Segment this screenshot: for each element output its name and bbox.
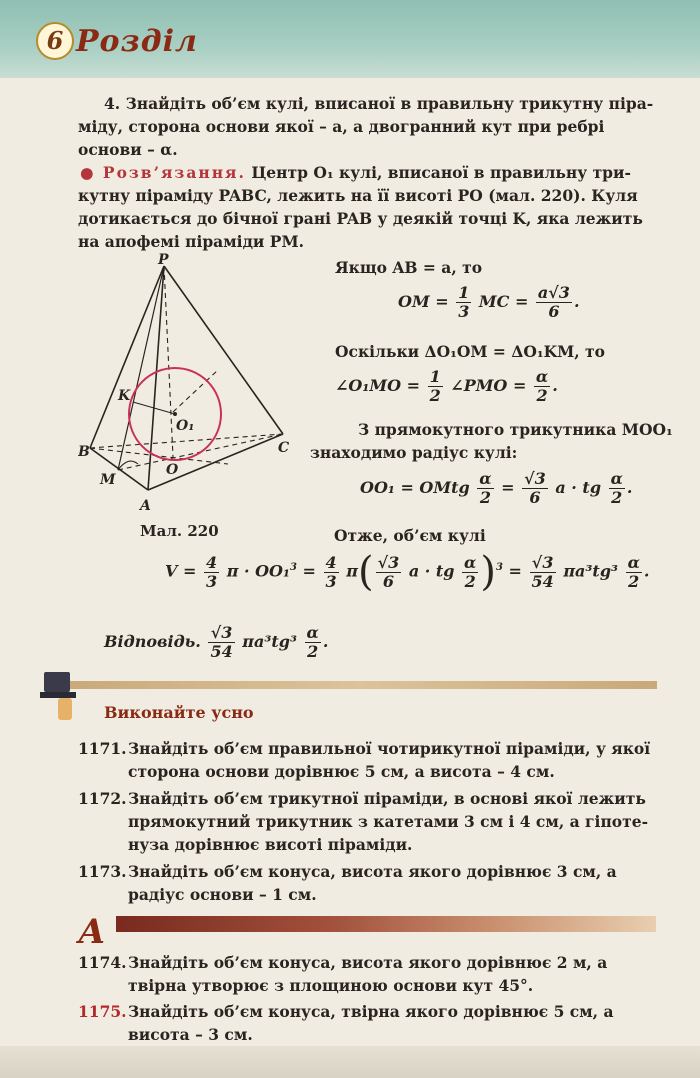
- frac-den: 2: [611, 488, 623, 507]
- formula-part: OO₁ = OMtg: [360, 478, 470, 497]
- paren-open: (: [357, 549, 374, 595]
- exercise-text: прямокутний трикутник з катетами 3 см і 4 см, а гіпоте-: [128, 812, 649, 831]
- fraction: [456, 284, 471, 321]
- frac-den: 54: [531, 571, 554, 591]
- frac-den: 6: [529, 488, 541, 507]
- derivation-text: знаходимо радіус кулі:: [310, 443, 518, 462]
- edge-pc: [164, 266, 283, 434]
- exercise-text: Знайдіть об’єм трикутної піраміди, в основі якої лежить: [128, 789, 646, 808]
- fraction: [626, 554, 642, 591]
- fraction: [530, 554, 556, 591]
- formula-part: MC =: [478, 292, 529, 311]
- fraction: [428, 368, 443, 405]
- solution-line: [80, 161, 631, 184]
- solution-label-text: Розв’язання.: [102, 163, 246, 182]
- solution-line: дотикається до бічної грані PAB у деякій точці K, яка лежить: [78, 209, 643, 228]
- fraction: [324, 554, 339, 591]
- frac-den: 2: [429, 386, 441, 405]
- exercise-number: 1173.: [78, 862, 127, 881]
- chapter-title: Розділ: [76, 24, 198, 59]
- label-m: M: [100, 472, 116, 488]
- exercise-1171: [78, 737, 663, 783]
- fraction: [376, 554, 402, 591]
- solution-text: Центр O₁ кулі, вписаної в правильну три-: [251, 163, 631, 182]
- formula-part: π · OO₁: [226, 561, 290, 581]
- radius-line: [173, 370, 218, 412]
- frac-den: 2: [479, 488, 491, 507]
- label-k: K: [118, 388, 131, 404]
- exercise-text: радіус основи – 1 см.: [128, 885, 317, 904]
- fraction: [204, 554, 219, 591]
- label-a: A: [140, 498, 151, 514]
- exercise-text: Знайдіть об’єм правильної чотирикутної піраміди, у якої: [128, 739, 651, 758]
- formula-part: =: [302, 561, 316, 581]
- frac-num: 1: [458, 283, 470, 302]
- formula-part: =: [508, 561, 522, 581]
- formula-part: πa³tg³: [563, 561, 619, 581]
- frac-num: α: [610, 469, 623, 488]
- exercise-1175: [78, 1000, 663, 1046]
- formula-dot: .: [573, 292, 580, 311]
- derivation-text: Оскільки ΔO₁OM = ΔO₁KM, то: [335, 342, 605, 361]
- exercise-text: висота – 3 см.: [128, 1025, 253, 1044]
- exercise-number: 1175.: [78, 1002, 127, 1021]
- chapter-number-badge: 6: [36, 22, 74, 60]
- frac-num: √3: [377, 552, 400, 572]
- level-a-bar: [116, 916, 656, 932]
- frac-den: 3: [325, 571, 337, 591]
- formula-dot: .: [643, 561, 650, 581]
- label-b: B: [78, 444, 90, 460]
- exercise-text: Знайдіть об’єм конуса, висота якого дорівнює 3 см, а: [128, 862, 617, 881]
- derivation-text: Отже, об’єм кулі: [334, 526, 486, 545]
- answer: [104, 624, 328, 661]
- formula-part: ∠O₁MO =: [335, 376, 420, 395]
- frac-num: √3: [530, 554, 556, 573]
- formula-volume: [165, 549, 650, 595]
- frac-den: 2: [536, 386, 548, 405]
- fraction: [305, 624, 321, 661]
- exercise-text: сторона основи дорівнює 5 см, а висота – 4 см.: [128, 762, 555, 781]
- label-o1: O₁: [176, 418, 195, 434]
- formula-part: a · tg: [555, 478, 601, 497]
- problem-line: основи – α.: [78, 140, 178, 159]
- formula-angle: [335, 368, 558, 405]
- exercise-number: 1171.: [78, 739, 127, 758]
- frac-num: α: [627, 552, 640, 572]
- label-c: C: [278, 440, 290, 456]
- frac-den: 54: [210, 642, 233, 661]
- label-p: P: [158, 252, 169, 268]
- fraction: [536, 284, 572, 321]
- frac-num: √3: [524, 469, 546, 488]
- formula-oo1: [360, 470, 632, 507]
- frac-num: a√3: [537, 283, 570, 302]
- problem-line: міду, сторона основи якої – a, а двогранний кут при ребрі: [78, 117, 605, 136]
- frac-num: α: [306, 623, 319, 642]
- frac-num: α: [535, 367, 549, 386]
- laptop-icon: [40, 668, 80, 722]
- frac-den: 6: [382, 571, 394, 591]
- level-a-marker: А: [78, 912, 106, 952]
- section-divider: [62, 681, 657, 689]
- exercise-text: Знайдіть об’єм конуса, висота якого дорівнює 2 м, а: [128, 953, 608, 972]
- page-bottom-shade: [0, 1046, 700, 1078]
- formula-part: V =: [165, 561, 197, 581]
- superscript: 3: [495, 562, 503, 574]
- formula-part: =: [501, 478, 515, 497]
- exercise-1172: [78, 787, 663, 856]
- formula-dot: .: [626, 478, 633, 497]
- frac-den: 2: [628, 571, 640, 591]
- problem-line: 4. Знайдіть об’єм кулі, вписаної в правильну трикутну піра-: [104, 94, 654, 113]
- solution-line: кутну піраміду PABC, лежить на її висоті PO (мал. 220). Куля: [78, 186, 638, 205]
- derivation-text: З прямокутного трикутника MOO₁: [358, 420, 673, 439]
- superscript: 3: [290, 562, 297, 574]
- formula-dot: .: [552, 376, 558, 395]
- exercise-text: нуза дорівнює висоті піраміди.: [128, 835, 413, 854]
- frac-num: α: [464, 552, 477, 572]
- exercise-text: Знайдіть об’єм конуса, твірна якого дорівнює 5 см, а: [128, 1002, 614, 1021]
- fraction: [609, 470, 625, 507]
- exercise-text: твірна утворює з площиною основи кут 45°.: [128, 976, 534, 995]
- frac-den: 3: [205, 571, 218, 591]
- formula-part: π: [346, 561, 358, 581]
- fraction: [208, 624, 234, 661]
- formula-dot: .: [322, 632, 329, 651]
- fraction: [462, 554, 478, 591]
- center-point: [173, 412, 177, 416]
- paren-close: ): [480, 549, 496, 595]
- frac-num: 1: [429, 367, 441, 386]
- formula-part: ∠PMO =: [450, 376, 527, 395]
- oral-exercises-title: Виконайте усно: [104, 703, 254, 722]
- exercise-number: 1172.: [78, 789, 127, 808]
- frac-num: 4: [325, 552, 337, 572]
- solution-label: ● Розв’язання.: [80, 163, 246, 182]
- answer-label: Відповідь.: [104, 632, 201, 651]
- frac-den: 6: [548, 302, 560, 321]
- frac-num: α: [479, 469, 492, 488]
- exercise-1173: [78, 860, 663, 906]
- height-po: [164, 266, 173, 457]
- formula-part: OM =: [398, 292, 449, 311]
- formula-part: a · tg: [408, 561, 455, 581]
- frac-den: 3: [458, 302, 470, 321]
- derivation-text: Якщо AB = a, то: [335, 258, 483, 277]
- figure-caption: Мал. 220: [140, 522, 219, 540]
- fraction: [534, 368, 550, 405]
- pyramid-figure: [78, 252, 308, 517]
- fraction: [522, 470, 548, 507]
- frac-den: 2: [464, 571, 476, 591]
- frac-den: 2: [307, 642, 319, 661]
- frac-num: √3: [208, 624, 234, 643]
- angle-arc: [118, 461, 138, 470]
- frac-num: 4: [205, 552, 218, 572]
- formula-om: [398, 284, 580, 321]
- solution-line: на апофемі піраміди PM.: [78, 232, 304, 251]
- label-o: O: [166, 462, 179, 478]
- fraction: [477, 470, 493, 507]
- formula-part: πa³tg³: [242, 632, 297, 651]
- exercise-1174: [78, 951, 663, 997]
- exercise-number: 1174.: [78, 953, 127, 972]
